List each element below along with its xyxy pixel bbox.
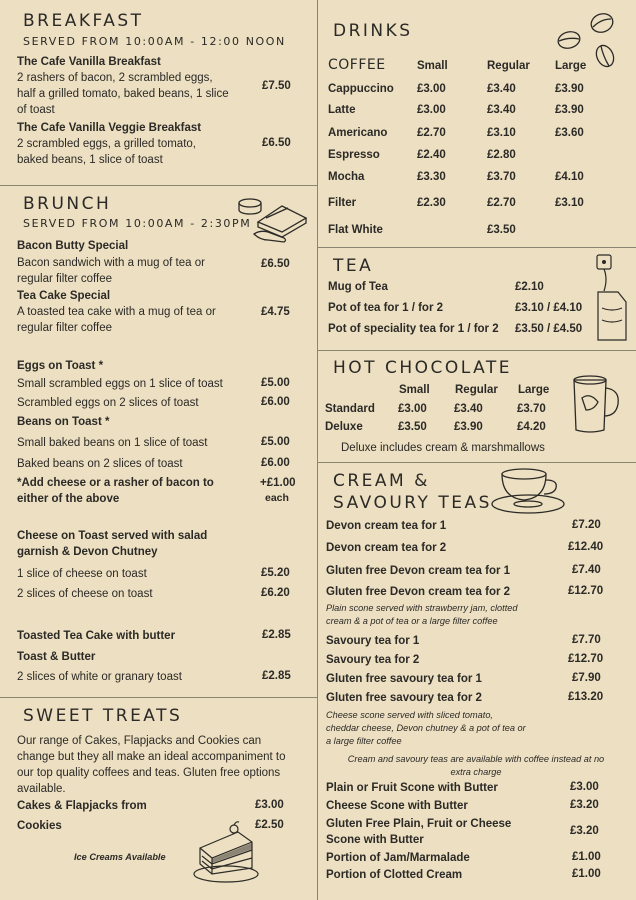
brunch-item-price: £6.00 — [261, 396, 290, 408]
coffee-item-name: Americano — [328, 127, 388, 139]
cream-tea-price: £7.20 — [572, 519, 601, 531]
hot-chocolate-price: £3.00 — [398, 403, 427, 415]
coffee-item-name: Filter — [328, 197, 357, 209]
coffee-price-large: £4.10 — [555, 171, 584, 183]
addon-price: +£1.00 — [260, 477, 296, 489]
toast-butter-heading: Toast & Butter — [17, 651, 96, 663]
sweet-item-price: £3.00 — [255, 799, 284, 811]
brunch-special-desc: A toasted tea cake with a mug of tea or — [17, 306, 216, 318]
coffee-price-small: £3.00 — [417, 104, 446, 116]
coffee-price-regular: £3.10 — [487, 127, 516, 139]
cream-tea-price: £7.40 — [572, 564, 601, 576]
scone-item-name: Portion of Clotted Cream — [326, 869, 463, 881]
hot-chocolate-price: £3.40 — [454, 403, 483, 415]
savoury-tea-name: Savoury tea for 1 — [326, 635, 420, 647]
scone-item-name: Cheese Scone with Butter — [326, 800, 468, 812]
sweet-treats-desc: available. — [17, 783, 66, 795]
ice-cream-note: Ice Creams Available — [74, 852, 166, 862]
mug-icon — [568, 372, 624, 436]
brunch-special-price: £4.75 — [261, 306, 290, 318]
savoury-tea-desc: Cheese scone served with sliced tomato, — [326, 710, 493, 720]
brunch-special-desc: Bacon sandwich with a mug of tea or — [17, 257, 205, 269]
breakfast-item-desc: of toast — [17, 104, 55, 116]
scone-item-name: Gluten Free Plain, Fruit or Cheese — [326, 818, 512, 830]
savoury-tea-name: Savoury tea for 2 — [326, 654, 420, 666]
size-header-small: Small — [399, 384, 430, 396]
column-divider — [317, 0, 318, 900]
savoury-tea-price: £7.90 — [572, 672, 601, 684]
hot-chocolate-price: £3.90 — [454, 421, 483, 433]
coffee-price-regular: £2.80 — [487, 149, 516, 161]
tea-item-name: Pot of speciality tea for 1 / for 2 — [328, 323, 499, 335]
cheese-on-toast-heading: Cheese on Toast served with salad — [17, 530, 208, 542]
teacup-icon — [490, 464, 570, 516]
sandwich-icon — [236, 192, 312, 246]
cream-tea-name: Devon cream tea for 2 — [326, 542, 447, 554]
size-header-regular: Regular — [487, 60, 530, 72]
coffee-price-small: £3.00 — [417, 83, 446, 95]
coffee-instead-note: Cream and savoury teas are available with coffee instead at no — [347, 754, 605, 764]
brunch-item-name: 2 slices of cheese on toast — [17, 588, 153, 600]
coffee-price-small: £2.30 — [417, 197, 446, 209]
brunch-item-name: 2 slices of white or granary toast — [17, 671, 182, 683]
coffee-instead-note: extra charge — [450, 767, 502, 777]
cream-tea-desc: cream & a pot of tea or a large filter coffee — [326, 616, 498, 626]
savoury-tea-price: £7.70 — [572, 634, 601, 646]
breakfast-item-desc: 2 rashers of bacon, 2 scrambled eggs, — [17, 72, 213, 84]
sweet-treats-desc: our top quality coffees and teas. Gluten free options — [17, 767, 281, 779]
brunch-item-price: £2.85 — [262, 629, 291, 641]
size-header-large: Large — [518, 384, 550, 396]
brunch-item-price: £2.85 — [262, 670, 291, 682]
coffee-item-name: Latte — [328, 104, 356, 116]
hot-chocolate-note: Deluxe includes cream & marshmallows — [341, 442, 545, 454]
cream-tea-price: £12.70 — [568, 585, 604, 597]
brunch-special-desc: regular filter coffee — [17, 322, 113, 334]
breakfast-item-price: £7.50 — [262, 80, 291, 92]
savoury-tea-name: Gluten free savoury tea for 1 — [326, 673, 482, 685]
savoury-tea-desc: cheddar cheese, Devon chutney & a pot of tea or — [326, 723, 526, 733]
coffee-price-small: £2.40 — [417, 149, 446, 161]
cream-teas-title: SAVOURY TEAS — [333, 493, 492, 513]
eggs-on-toast-heading: Eggs on Toast * — [17, 360, 104, 372]
brunch-special-desc: regular filter coffee — [17, 273, 113, 285]
tea-item-name: Mug of Tea — [328, 281, 388, 293]
cream-tea-price: £12.40 — [568, 541, 604, 553]
coffee-price-regular: £2.70 — [487, 197, 516, 209]
coffee-price-large: £3.10 — [555, 197, 584, 209]
coffee-price-large: £3.60 — [555, 127, 584, 139]
hot-chocolate-row-name: Standard — [325, 403, 375, 415]
savoury-tea-desc: a large filter coffee — [326, 736, 402, 746]
brunch-item-name: 1 slice of cheese on toast — [17, 568, 147, 580]
savoury-tea-price: £13.20 — [568, 691, 604, 703]
tea-item-price: £3.10 / £4.10 — [515, 302, 583, 314]
scone-item-name: Scone with Butter — [326, 834, 424, 846]
section-divider — [0, 697, 317, 698]
tea-item-price: £2.10 — [515, 281, 544, 293]
breakfast-item-desc: half a grilled tomato, baked beans, 1 slice — [17, 88, 229, 100]
scone-item-price: £3.00 — [570, 781, 599, 793]
brunch-item-price: £6.20 — [261, 587, 290, 599]
brunch-item-name: Small scrambled eggs on 1 slice of toast — [17, 378, 223, 390]
brunch-item-price: £5.20 — [261, 567, 290, 579]
breakfast-item-desc: baked beans, 1 slice of toast — [17, 154, 163, 166]
tea-item-price: £3.50 / £4.50 — [515, 323, 583, 335]
brunch-item-price: £6.00 — [261, 457, 290, 469]
addon-note: *Add cheese or a rasher of bacon to — [17, 477, 214, 489]
section-divider — [0, 185, 317, 186]
size-header-large: Large — [555, 60, 587, 72]
breakfast-item-name: The Cafe Vanilla Veggie Breakfast — [17, 122, 202, 134]
cheese-on-toast-heading: garnish & Devon Chutney — [17, 546, 158, 558]
coffee-price-small: £3.30 — [417, 171, 446, 183]
brunch-served-time: SERVED FROM 10:00AM - 2:30PM — [23, 217, 252, 230]
sweet-item-price: £2.50 — [255, 819, 284, 831]
section-divider — [317, 350, 636, 351]
coffee-price-small: £2.70 — [417, 127, 446, 139]
brunch-item-price: £5.00 — [261, 436, 290, 448]
section-divider — [317, 462, 636, 463]
hot-chocolate-price: £3.50 — [398, 421, 427, 433]
hot-chocolate-row-name: Deluxe — [325, 421, 363, 433]
sweet-treats-desc: Our range of Cakes, Flapjacks and Cookies can — [17, 735, 262, 747]
brunch-item-price: £5.00 — [261, 377, 290, 389]
drinks-title: DRINKS — [333, 21, 413, 41]
size-header-regular: Regular — [455, 384, 498, 396]
sweet-item-name: Cookies — [17, 820, 62, 832]
brunch-item-name: Toasted Tea Cake with butter — [17, 630, 176, 642]
coffee-item-name: Mocha — [328, 171, 365, 183]
brunch-item-name: Scrambled eggs on 2 slices of toast — [17, 397, 199, 409]
hot-chocolate-price: £4.20 — [517, 421, 546, 433]
cream-tea-name: Devon cream tea for 1 — [326, 520, 447, 532]
coffee-price-large: £3.90 — [555, 104, 584, 116]
brunch-special-price: £6.50 — [261, 258, 290, 270]
coffee-price-regular: £3.40 — [487, 104, 516, 116]
scone-item-price: £3.20 — [570, 825, 599, 837]
hot-chocolate-price: £3.70 — [517, 403, 546, 415]
beans-on-toast-heading: Beans on Toast * — [17, 416, 110, 428]
addon-price-unit: each — [265, 492, 289, 504]
coffee-price-regular: £3.50 — [487, 224, 516, 236]
sweet-treats-desc: change but they all make an ideal accompaniment to — [17, 751, 286, 763]
hot-chocolate-title: HOT CHOCOLATE — [333, 358, 513, 378]
scone-item-name: Plain or Fruit Scone with Butter — [326, 782, 498, 794]
tea-item-name: Pot of tea for 1 / for 2 — [328, 302, 444, 314]
cream-tea-name: Gluten free Devon cream tea for 1 — [326, 565, 511, 577]
sweet-treats-title: SWEET TREATS — [23, 706, 183, 726]
coffee-item-name: Espresso — [328, 149, 380, 161]
coffee-price-regular: £3.40 — [487, 83, 516, 95]
coffee-price-regular: £3.70 — [487, 171, 516, 183]
breakfast-served-time: SERVED FROM 10:00AM - 12:00 NOON — [23, 35, 286, 48]
scone-item-price: £3.20 — [570, 799, 599, 811]
breakfast-item-name: The Cafe Vanilla Breakfast — [17, 56, 161, 68]
cream-tea-name: Gluten free Devon cream tea for 2 — [326, 586, 511, 598]
breakfast-title: BREAKFAST — [23, 11, 144, 31]
cream-tea-desc: Plain scone served with strawberry jam, clotted — [326, 603, 518, 613]
cake-slice-icon — [190, 818, 262, 886]
cream-teas-title: CREAM & — [333, 471, 430, 491]
coffee-price-large: £3.90 — [555, 83, 584, 95]
coffee-label: COFFEE — [328, 57, 386, 73]
brunch-special-name: Tea Cake Special — [17, 290, 111, 302]
savoury-tea-price: £12.70 — [568, 653, 604, 665]
scone-item-price: £1.00 — [572, 868, 601, 880]
breakfast-item-price: £6.50 — [262, 137, 291, 149]
addon-note: either of the above — [17, 493, 120, 505]
savoury-tea-name: Gluten free savoury tea for 2 — [326, 692, 482, 704]
size-header-small: Small — [417, 60, 448, 72]
tea-bag-icon — [592, 252, 632, 346]
coffee-item-name: Cappuccino — [328, 83, 394, 95]
sweet-item-name: Cakes & Flapjacks from — [17, 800, 147, 812]
scone-item-name: Portion of Jam/Marmalade — [326, 852, 470, 864]
brunch-title: BRUNCH — [23, 194, 112, 214]
brunch-item-name: Baked beans on 2 slices of toast — [17, 458, 183, 470]
brunch-special-name: Bacon Butty Special — [17, 240, 129, 252]
brunch-item-name: Small baked beans on 1 slice of toast — [17, 437, 208, 449]
section-divider — [317, 247, 636, 248]
scone-item-price: £1.00 — [572, 851, 601, 863]
coffee-item-name: Flat White — [328, 224, 383, 236]
breakfast-item-desc: 2 scrambled eggs, a grilled tomato, — [17, 138, 196, 150]
tea-title: TEA — [333, 256, 374, 276]
